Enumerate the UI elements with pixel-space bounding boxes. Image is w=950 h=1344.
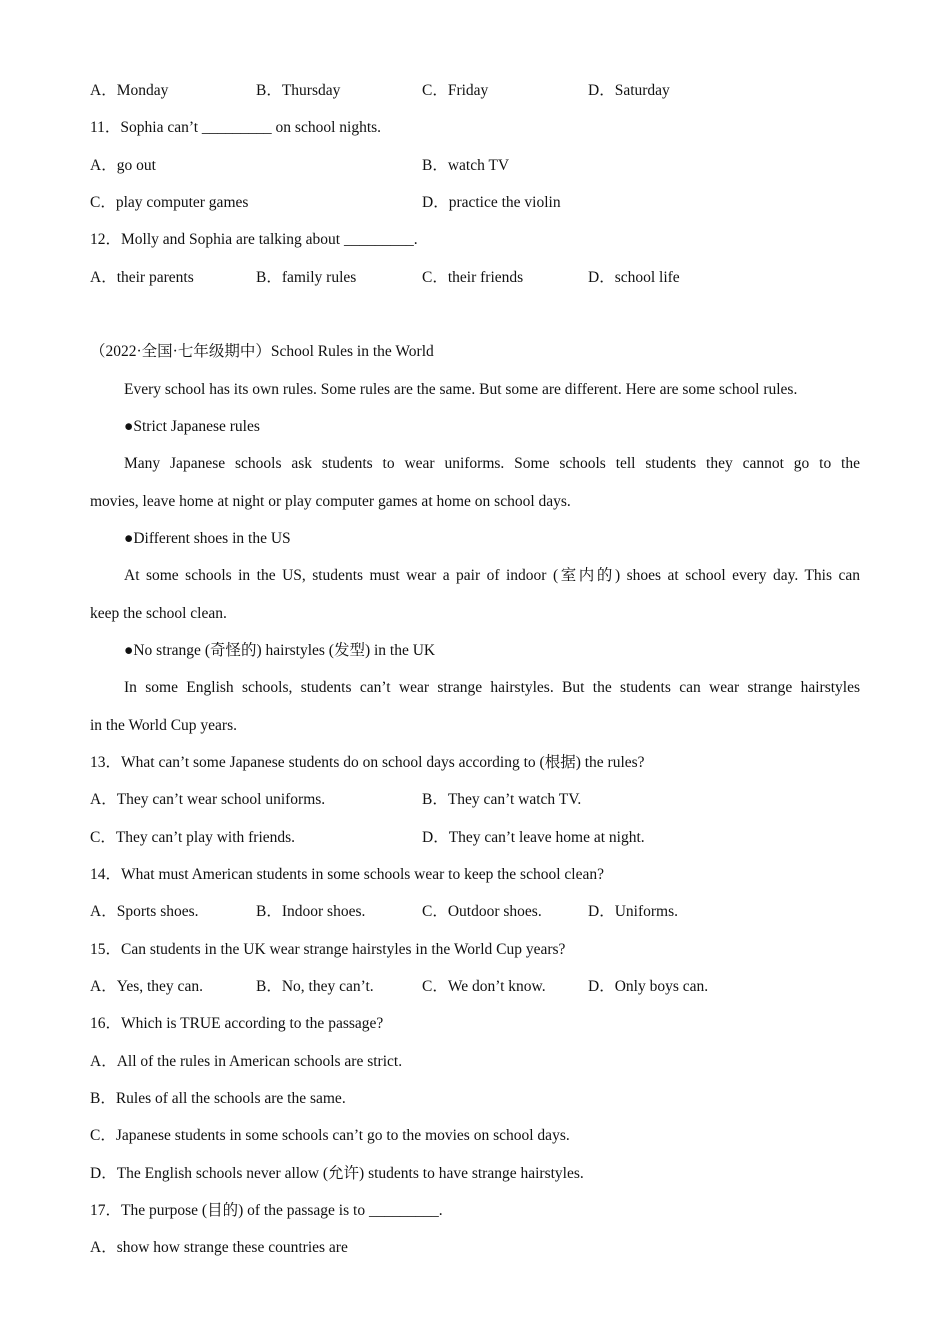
q16-stem: 16．Which is TRUE according to the passage? [90, 1015, 384, 1032]
q12-options [90, 266, 860, 290]
q16-option-b: B．Rules of all the schools are the same. [90, 1090, 346, 1107]
q11-options-row1 [90, 154, 860, 178]
passage-paragraph-us-line1: At some schools in the US, students must wear a pair of indoor (室内的) shoes at school every day. This can [124, 567, 860, 584]
q15-option-b: B．No, they can’t. [256, 978, 374, 995]
passage-paragraph-uk-line1: In some English schools, students can’t wear strange hairstyles. But the students can wear strange hairstyles [124, 679, 860, 696]
q14-stem: 14．What must American students in some schools wear to keep the school clean? [90, 866, 604, 883]
q16-option-c: C．Japanese students in some schools can’t go to the movies on school days. [90, 1127, 570, 1144]
q13-option-b: B．They can’t watch TV. [422, 791, 582, 808]
q15-options [90, 975, 860, 999]
q11-options-row2 [90, 191, 860, 215]
q13-option-a: A．They can’t wear school uniforms. [90, 791, 326, 808]
q13-option-d: D．They can’t leave home at night. [422, 829, 645, 846]
q15-option-a: A．Yes, they can. [90, 978, 203, 995]
q14-option-c: C．Outdoor shoes. [422, 903, 542, 920]
q10-option-a: A．Monday [90, 82, 169, 99]
passage-intro: Every school has its own rules. Some rules are the same. But some are different. Here are some school rules. [124, 381, 798, 398]
q15-stem: 15．Can students in the UK wear strange hairstyles in the World Cup years? [90, 941, 566, 958]
passage-paragraph-uk-line2: in the World Cup years. [90, 717, 237, 734]
q13-stem: 13．What can’t some Japanese students do on school days according to (根据) the rules? [90, 754, 645, 771]
q10-options [90, 79, 860, 103]
q10-option-b: B．Thursday [256, 82, 341, 99]
q16-option-a: A．All of the rules in American schools are strict. [90, 1053, 403, 1070]
q15-option-d: D．Only boys can. [588, 978, 709, 995]
passage-paragraph-us-line2: keep the school clean. [90, 605, 227, 622]
q13-options-row2 [90, 826, 860, 850]
passage-title: （2022·全国·七年级期中）School Rules in the World [90, 343, 434, 360]
q12-option-b: B．family rules [256, 269, 357, 286]
q11-option-a: A．go out [90, 157, 156, 174]
q10-option-d: D．Saturday [588, 82, 670, 99]
q12-option-c: C．their friends [422, 269, 524, 286]
q13-options-row1 [90, 788, 860, 812]
q11-stem: 11．Sophia can’t _________ on school nights. [90, 119, 382, 136]
q17-stem: 17．The purpose (目的) of the passage is to _________. [90, 1202, 443, 1219]
section-heading-japan: ●Strict Japanese rules [124, 418, 260, 435]
q15-option-c: C．We don’t know. [422, 978, 546, 995]
q13-option-c: C．They can’t play with friends. [90, 829, 296, 846]
q14-options [90, 900, 860, 924]
passage-paragraph-japan-line2: movies, leave home at night or play computer games at home on school days. [90, 493, 571, 510]
q16-option-d: D．The English schools never allow (允许) students to have strange hairstyles. [90, 1165, 584, 1182]
passage-paragraph-japan-line1: Many Japanese schools ask students to wear uniforms. Some schools tell students they cannot go to the [124, 455, 860, 472]
q17-option-a: A．show how strange these countries are [90, 1239, 348, 1256]
q11-option-c: C．play computer games [90, 194, 249, 211]
section-heading-uk: ●No strange (奇怪的) hairstyles (发型) in the UK [124, 642, 436, 659]
q14-option-b: B．Indoor shoes. [256, 903, 366, 920]
q12-option-a: A．their parents [90, 269, 194, 286]
q14-option-d: D．Uniforms. [588, 903, 678, 920]
q12-stem: 12．Molly and Sophia are talking about _________. [90, 231, 418, 248]
q14-option-a: A．Sports shoes. [90, 903, 199, 920]
q11-option-d: D．practice the violin [422, 194, 561, 211]
q10-option-c: C．Friday [422, 82, 489, 99]
q12-option-d: D．school life [588, 269, 680, 286]
section-heading-us: ●Different shoes in the US [124, 530, 291, 547]
q11-option-b: B．watch TV [422, 157, 510, 174]
